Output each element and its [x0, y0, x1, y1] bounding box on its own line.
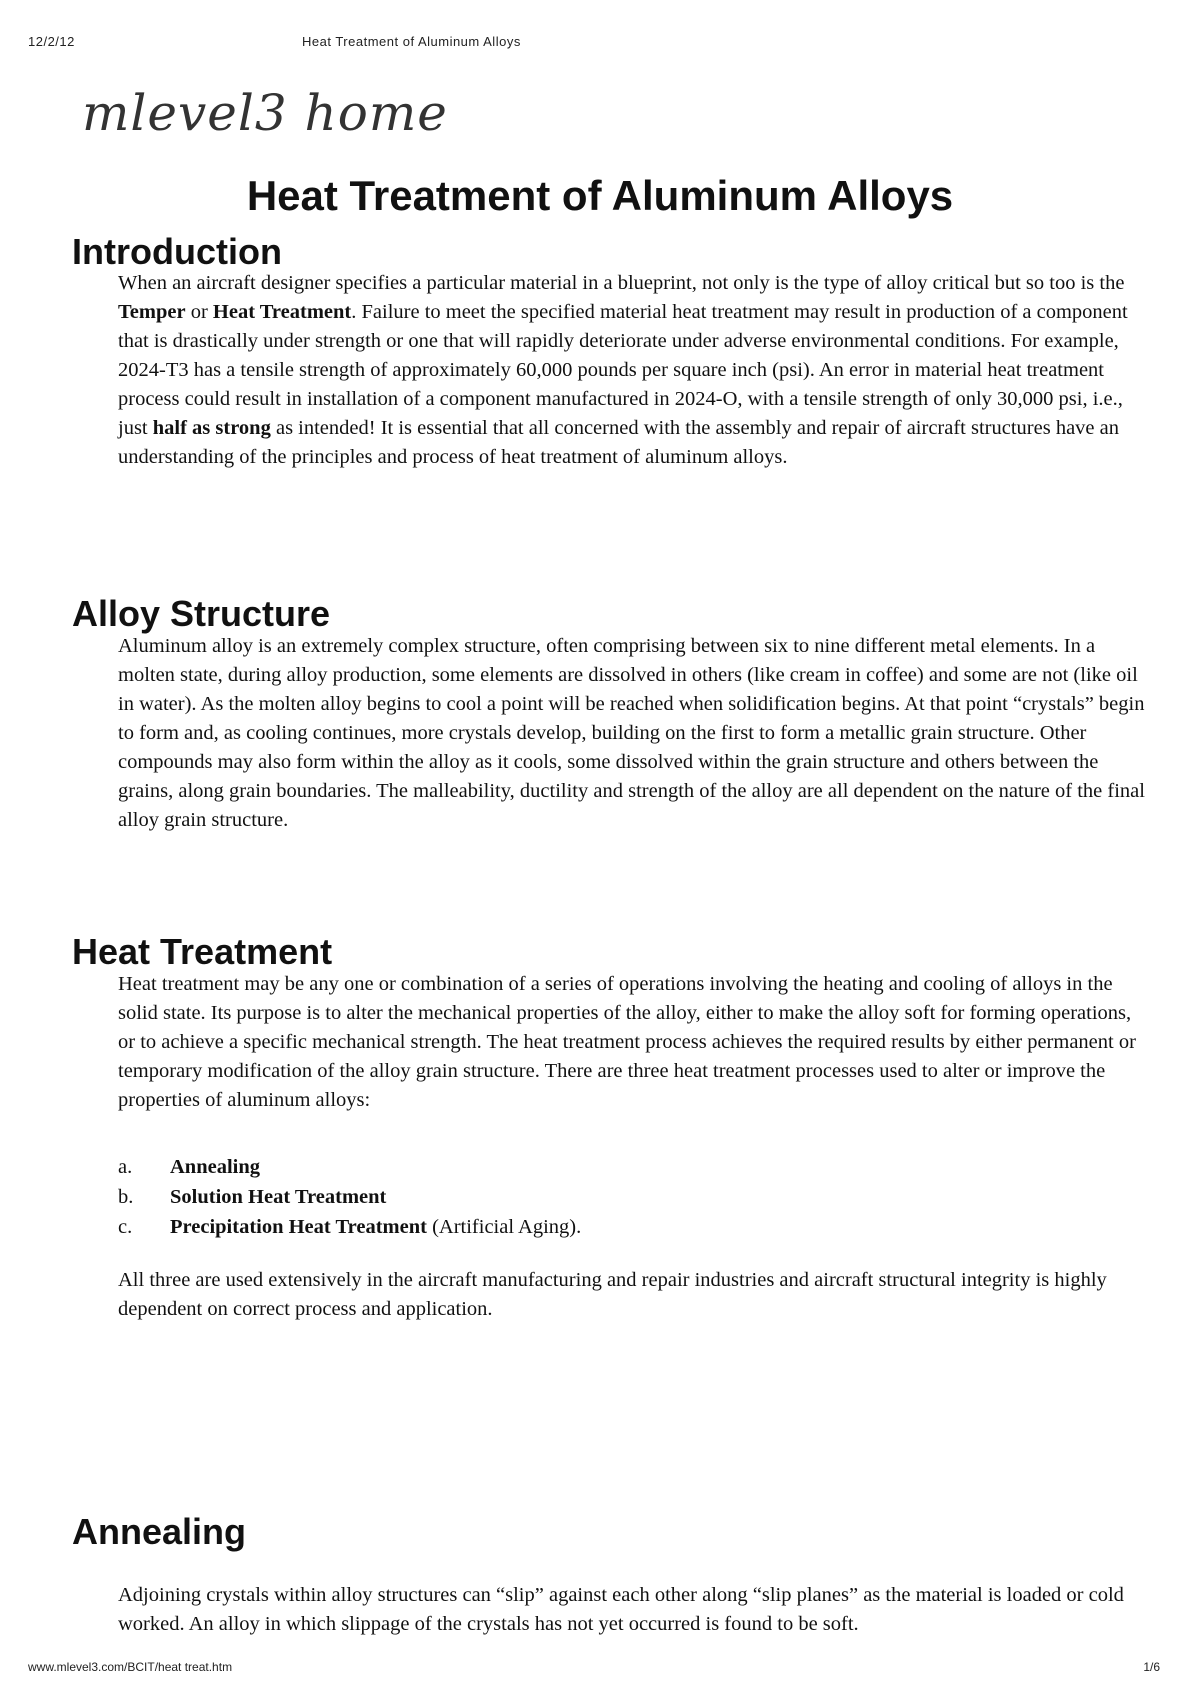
print-date: 12/2/12 [28, 34, 75, 49]
print-header [0, 34, 1200, 54]
section-heading-alloy-structure: Alloy Structure [72, 593, 331, 634]
heat-treatment-process-list [118, 1152, 1148, 1242]
print-doc-title: Heat Treatment of Aluminum Alloys [302, 34, 521, 49]
list-item: c. Precipitation Heat Treatment (Artificial Aging). [118, 1216, 582, 1238]
section-heading-annealing: Annealing [72, 1511, 247, 1552]
annealing-paragraph: Adjoining crystals within alloy structures can “slip” against each other along “slip planes” as the material is loaded or cold worked. An alloy in which slippage of the crystals has not yet occurred is found to be soft. [118, 1584, 1124, 1635]
list-item: b. Solution Heat Treatment [118, 1186, 387, 1208]
page-number: 1/6 [1143, 1660, 1160, 1674]
site-logo-link[interactable]: mlevel3 home [82, 84, 448, 142]
section-heading-heat-treatment: Heat Treatment [72, 931, 333, 972]
section-heading-introduction: Introduction [72, 231, 282, 272]
alloy-structure-paragraph: Aluminum alloy is an extremely complex structure, often comprising between six to nine different metal elements. In a molten state, during alloy production, some elements are dissolved in others (like cream in coffee) and some are not (like oil in water). As the molten alloy begins to cool a point will be reached when solidification begins. At that point “crystals” begin to form and, as cooling continues, more crystals develop, building on the first to form a metallic grain structure. Other compounds may also form within the alloy as it cools, some dissolved within the grain structure and others between the grains, along grain boundaries. The malleability, ductility and strength of the alloy are all dependent on the nature of the final alloy grain structure. [118, 635, 1145, 831]
heat-treatment-summary-paragraph: All three are used extensively in the aircraft manufacturing and repair industries and aircraft structural integrity is highly dependent on correct process and application. [118, 1269, 1107, 1320]
heat-treatment-paragraph: Heat treatment may be any one or combination of a series of operations involving the heating and cooling of alloys in the solid state. Its purpose is to alter the mechanical properties of the alloy, either to make the alloy soft for forming operations, or to achieve a specific mechanical strength. The heat treatment process achieves the required results by either permanent or temporary modification of the alloy grain structure. There are three heat treatment processes used to alter or improve the properties of aluminum alloys: [118, 973, 1136, 1111]
print-footer [0, 1660, 1200, 1680]
print-url: www.mlevel3.com/BCIT/heat treat.htm [28, 1660, 233, 1674]
introduction-paragraph: When an aircraft designer specifies a particular material in a blueprint, not only is the type of alloy critical but so too is the Temper or Heat Treatment. Failure to meet the specified material heat treatment may result in production of a component that is drastically under strength or one that will rapidly deteriorate under adverse environmental conditions. For example, 2024-T3 has a tensile strength of approximately 60,000 pounds per square inch (psi). An error in material heat treatment process could result in installation of a component manufactured in 2024-O, with a tensile strength of only 30,000 psi, i.e., just half as strong as intended! It is essential that all concerned with the assembly and repair of aircraft structures have an understanding of the principles and process of heat treatment of aluminum alloys. [118, 272, 1128, 468]
list-item: a. Annealing [118, 1156, 260, 1178]
page-title: Heat Treatment of Aluminum Alloys [246, 172, 954, 219]
